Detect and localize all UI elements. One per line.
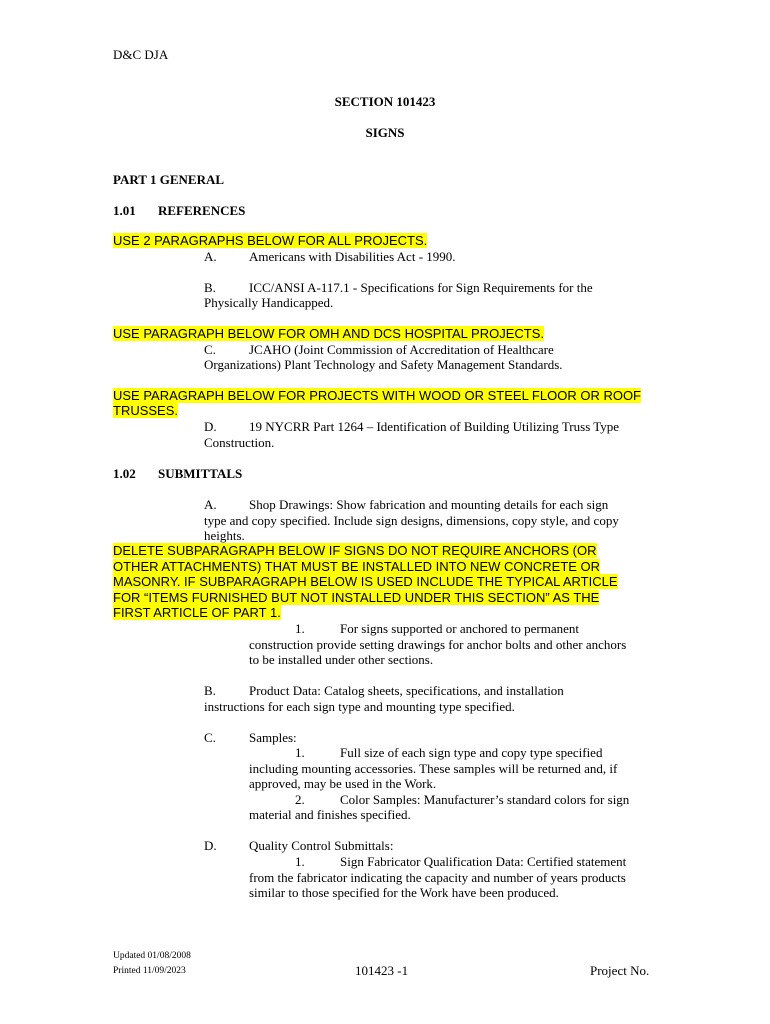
item-text: heights.: [204, 528, 245, 543]
subitem-label: 1.: [295, 621, 305, 636]
footer-page-number: 101423 -1: [355, 963, 409, 978]
article-number: 1.02: [113, 466, 136, 481]
item-text: type and copy specified. Include sign designs, dimensions, copy style, and copy: [204, 513, 619, 528]
item-text: Construction.: [204, 435, 275, 450]
item-label: C.: [204, 342, 216, 357]
subitem-text: to be installed under other sections.: [249, 652, 434, 667]
section-number: SECTION 101423: [334, 94, 436, 109]
subitem-label: 1.: [295, 854, 305, 869]
subitem-text: approved, may be used in the Work.: [249, 776, 437, 791]
item-text: Shop Drawings: Show fabrication and mounting details for each sign: [249, 497, 609, 512]
item-label: D.: [204, 838, 217, 853]
item-text: Physically Handicapped.: [204, 295, 334, 310]
item-label: A.: [204, 249, 217, 264]
item-text: Product Data: Catalog sheets, specifications, and installation: [249, 683, 564, 698]
subitem-text: similar to those specified for the Work have been produced.: [249, 885, 559, 900]
item-text: instructions for each sign type and mounting type specified.: [204, 699, 515, 714]
item-text: ICC/ANSI A-117.1 - Specifications for Sign Requirements for the: [249, 280, 593, 295]
item-label: D.: [204, 419, 217, 434]
part-heading: PART 1 GENERAL: [113, 172, 225, 187]
footer-updated: Updated 01/08/2008: [113, 951, 191, 961]
subitem-label: 2.: [295, 792, 305, 807]
subitem-text: from the fabricator indicating the capacity and number of years products: [249, 870, 626, 885]
article-title: SUBMITTALS: [158, 466, 243, 481]
item-label: B.: [204, 280, 216, 295]
item-label: C.: [204, 730, 216, 745]
item-label: A.: [204, 497, 217, 512]
editor-note: MASONRY. IF SUBPARAGRAPH BELOW IS USED INCLUDE THE TYPICAL ARTICLE: [113, 574, 618, 589]
editor-note: FIRST ARTICLE OF PART 1.: [113, 605, 281, 620]
subitem-text: construction provide setting drawings for anchor bolts and other anchors: [249, 637, 627, 652]
header-author: D&C DJA: [113, 47, 169, 62]
editor-note: TRUSSES.: [113, 403, 179, 418]
subitem-text: Full size of each sign type and copy type specified: [340, 745, 603, 760]
item-text: Americans with Disabilities Act - 1990.: [249, 249, 456, 264]
section-title: SIGNS: [365, 125, 405, 140]
editor-note: USE 2 PARAGRAPHS BELOW FOR ALL PROJECTS.: [113, 233, 428, 248]
editor-note: USE PARAGRAPH BELOW FOR PROJECTS WITH WOOD OR STEEL FLOOR OR ROOF: [113, 388, 641, 403]
subitem-text: material and finishes specified.: [249, 807, 411, 822]
editor-note: USE PARAGRAPH BELOW FOR OMH AND DCS HOSPITAL PROJECTS.: [113, 326, 544, 341]
item-label: B.: [204, 683, 216, 698]
editor-note: FOR “ITEMS FURNISHED BUT NOT INSTALLED UNDER THIS SECTION” AS THE: [113, 589, 600, 605]
article-title: REFERENCES: [158, 203, 246, 218]
editor-note: OTHER ATTACHMENTS) THAT MUST BE INSTALLED INTO NEW CONCRETE OR: [113, 558, 601, 574]
article-number: 1.01: [113, 203, 136, 218]
editor-note: DELETE SUBPARAGRAPH BELOW IF SIGNS DO NOT REQUIRE ANCHORS (OR: [113, 543, 597, 558]
item-text: 19 NYCRR Part 1264 – Identification of Building Utilizing Truss Type: [249, 419, 620, 434]
subitem-label: 1.: [295, 745, 305, 760]
subitem-text: including mounting accessories. These samples will be returned and, if: [249, 761, 618, 776]
item-text: JCAHO (Joint Commission of Accreditation of Healthcare: [249, 342, 554, 357]
item-text: Quality Control Submittals:: [249, 838, 394, 853]
item-text: Samples:: [249, 730, 297, 745]
subitem-text: For signs supported or anchored to permanent: [340, 621, 580, 636]
item-text: Organizations) Plant Technology and Safety Management Standards.: [204, 357, 563, 372]
subitem-text: Color Samples: Manufacturer’s standard colors for sign: [340, 792, 630, 807]
footer-project-number: Project No.: [590, 963, 650, 978]
subitem-text: Sign Fabricator Qualification Data: Certified statement: [340, 854, 627, 869]
footer-printed: Printed 11/09/2023: [113, 966, 186, 976]
